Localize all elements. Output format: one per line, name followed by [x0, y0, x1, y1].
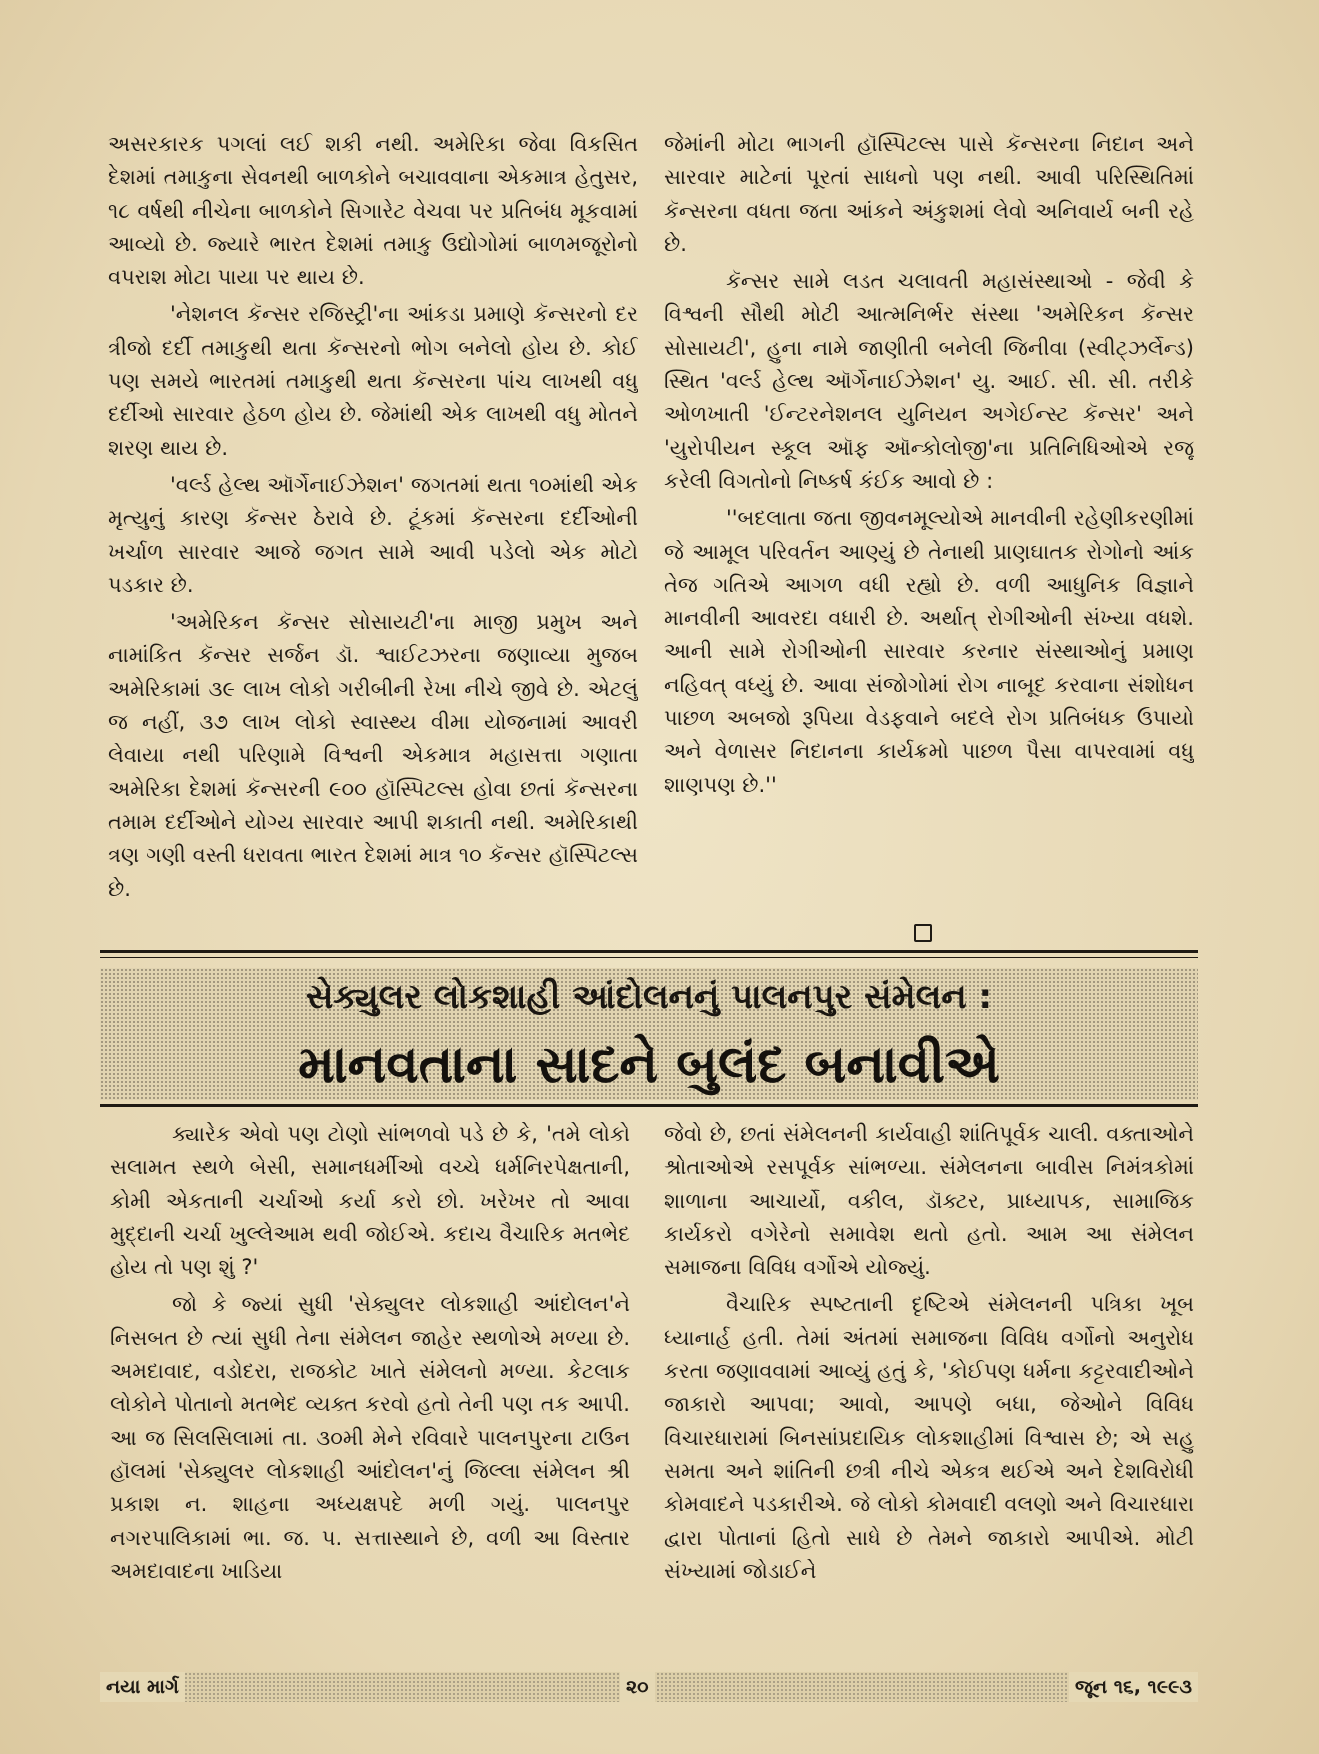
issue-date: જૂન ૧૬, ૧૯૯૩ — [1069, 1672, 1198, 1702]
page-number: ૨૦ — [620, 1672, 655, 1702]
article-kicker: સેક્યુલર લોકશાહી આંદોલનનું પાલનપુર સંમેલન : — [305, 977, 993, 1017]
article-top-right-column — [664, 128, 1194, 908]
divider-rule — [100, 950, 1198, 953]
paragraph: 'વર્લ્ડ હેલ્થ ઑર્ગેનાઈઝેશન' જગતમાં થતા ૧૦માંથી એક મૃત્યુનું કારણ કૅન્સર ઠેરાવે છે. ટૂંકમાં કૅન્સરના દર્દીઓની ખર્ચાળ સારવાર આજે જગત સામે આવી પડેલો એક મોટો પડકાર છે. — [108, 472, 638, 597]
page-footer — [100, 1672, 1198, 1702]
paragraph: વૈચારિક સ્પષ્ટતાની દૃષ્ટિએ સંમેલનની પત્રિકા ખૂબ ધ્યાનાર્હ હતી. તેમાં અંતમાં સમાજના વિવિધ વર્ગોનો અનુરોધ કરતા જણાવવામાં આવ્યું હતું કે, 'કોઈપણ ધર્મના કટ્ટરવાદીઓને જાકારો આપવા; આવો, આપણે બધા, જેઓને વિવિધ વિચારધારામાં બિનસાંપ્રદાયિક લોકશાહીમાં વિશ્વાસ છે; એ સહુ સમતા અને શાંતિની છત્રી નીચે એકત્ર થઈએ અને દેશવિરોધી કોમવાદને પડકારીએ. જે લોકો કોમવાદી વલણો અને વિચારધારા દ્વારા પોતાનાં હિતો સાધે છે તેમને જાકારો આપીએ. મોટી સંખ્યામાં જોડાઈને — [664, 1292, 1194, 1583]
paragraph: જો કે જ્યાં સુધી 'સેક્યુલર લોકશાહી આંદોલન'ને નિસબત છે ત્યાં સુધી તેના સંમેલન જાહેર સ્થળોએ મળ્યા છે. અમદાવાદ, વડોદરા, રાજકોટ ખાતે સંમેલનો મળ્યા. કેટલાક લોકોને પોતાનો મતભેદ વ્યક્ત કરવો હતો તેની પણ તક આપી. આ જ સિલસિલામાં તા. ૩૦મી મેને રવિવારે પાલનપુરના ટાઉન હૉલમાં 'સેક્યુલર લોકશાહી આંદોલન'નું જિલ્લા સંમેલન શ્રી પ્રકાશ ન. શાહના અધ્યક્ષપદે મળી ગયું. પાલનપુર નગરપાલિકામાં ભા. જ. પ. સત્તાસ્થાને છે, વળી આ વિસ્તાર અમદાવાદના ખાડિયા — [110, 1292, 630, 1583]
end-of-article-mark — [914, 924, 932, 942]
article-headline: માનવતાના સાદને બુલંદ બનાવીએ — [298, 1035, 1000, 1095]
article-top-left-column — [108, 128, 638, 938]
paragraph: 'નેશનલ કૅન્સર રજિસ્ટ્રી'ના આંકડા પ્રમાણે કૅન્સરનો દર ત્રીજો દર્દી તમાકુથી થતા કૅન્સરનો ભોગ બનેલો હોય છે. કોઈ પણ સમયે ભારતમાં તમાકુથી થતા કૅન્સરના પાંચ લાખથી વધુ દર્દીઓ સારવાર હેઠળ હોય છે. જેમાંથી એક લાખથી વધુ મોતને શરણ થાય છે. — [108, 302, 638, 460]
paragraph: અસરકારક પગલાં લઈ શકી નથી. અમેરિકા જેવા વિકસિત દેશમાં તમાકુના સેવનથી બાળકોને બચાવવાના એકમાત્ર હેતુસર, ૧૮ વર્ષથી નીચેના બાળકોને સિગારેટ વેચવા પર પ્રતિબંધ મૂકવામાં આવ્યો છે. જ્યારે ભારત દેશમાં તમાકુ ઉદ્યોગોમાં બાળમજૂરોનો વપરાશ મોટા પાયા પર થાય છે. — [108, 132, 638, 290]
quote-paragraph: ''બદલાતા જતા જીવનમૂલ્યોએ માનવીની રહેણીકરણીમાં જે આમૂલ પરિવર્તન આણ્યું છે તેનાથી પ્રાણઘાતક રોગોનો આંક તેજ ગતિએ આગળ વધી રહ્યો છે. વળી આધુનિક વિજ્ઞાને માનવીની આવરદા વધારી છે. અર્થાત્ રોગીઓની સંખ્યા વધશે. આની સામે રોગીઓની સારવાર કરનાર સંસ્થાઓનું પ્રમાણ નહિવત્ વધ્યું છે. આવા સંજોગોમાં રોગ નાબૂદ કરવાના સંશોધન પાછળ અબજો રૂપિયા વેડફવાને બદલે રોગ પ્રતિબંધક ઉપાયો અને વેળાસર નિદાનના કાર્યક્રમો પાછળ પૈસા વાપરવામાં વધુ શાણપણ છે.'' — [664, 506, 1194, 797]
divider-rule-thin — [100, 957, 1198, 958]
article-bottom-right-column — [664, 1118, 1194, 1638]
paragraph: જેમાંની મોટા ભાગની હૉસ્પિટલ્સ પાસે કૅન્સરના નિદાન અને સારવાર માટેનાં પૂરતાં સાધનો પણ નથી. આવી પરિસ્થિતિમાં કૅન્સરના વધતા જતા આંકને અંકુશમાં લેવો અનિવાર્ય બની રહે છે. — [664, 132, 1194, 256]
paragraph: કૅન્સર સામે લડત ચલાવતી મહાસંસ્થાઓ - જેવી કે વિશ્વની સૌથી મોટી આત્મનિર્ભર સંસ્થા 'અમેરિકન કૅન્સર સોસાયટી', હુના નામે જાણીતી બનેલી જિનીવા (સ્વીટ્ઝર્લેન્ડ) સ્થિત 'વર્લ્ડ હેલ્થ ઑર્ગેનાઈઝેશન' યુ. આઈ. સી. સી. તરીકે ઓળખાતી 'ઈન્ટરનેશનલ યુનિયન અગેઈન્સ્ટ કૅન્સર' અને 'યુરોપીયન સ્કૂલ ઑફ ઑન્કોલોજી'ના પ્રતિનિધિઓએ રજૂ કરેલી વિગતોનો નિષ્કર્ષ કંઈક આવો છે : — [664, 269, 1194, 493]
publication-name: નયા માર્ગ — [100, 1672, 185, 1702]
headline-bottom-rule — [100, 1104, 1198, 1107]
paragraph: ક્યારેક એવો પણ ટોણો સાંભળવો પડે છે કે, 'તમે લોકો સલામત સ્થળે બેસી, સમાનધર્મીઓ વચ્ચે ધર્મનિરપેક્ષતાની, કોમી એકતાની ચર્ચાઓ કર્યા કરો છો. ખરેખર તો આવા મુદ્દાની ચર્ચા ખુલ્લેઆમ થવી જોઈએ. કદાચ વૈચારિક મતભેદ હોય તો પણ શું ?' — [110, 1122, 630, 1280]
article-bottom-left-column — [110, 1118, 630, 1638]
paragraph: જેવો છે, છતાં સંમેલનની કાર્યવાહી શાંતિપૂર્વક ચાલી. વક્તાઓને શ્રોતાઓએ રસપૂર્વક સાંભળ્યા. સંમેલનના બાવીસ નિમંત્રકોમાં શાળાના આચાર્યો, વકીલ, ડૉક્ટર, પ્રાધ્યાપક, સામાજિક કાર્યકરો વગેરેનો સમાવેશ થતો હતો. આમ આ સંમેલન સમાજના વિવિધ વર્ગોએ યોજ્યું. — [664, 1122, 1194, 1280]
paragraph: 'અમેરિકન કૅન્સર સોસાયટી'ના માજી પ્રમુખ અને નામાંકિત કૅન્સર સર્જન ડૉ. શ્વાઈટઝરના જણાવ્યા મુજબ અમેરિકામાં ૩૯ લાખ લોકો ગરીબીની રેખા નીચે જીવે છે. એટલું જ નહીં, ૩૭ લાખ લોકો સ્વાસ્થ્ય વીમા યોજનામાં આવરી લેવાયા નથી પરિણામે વિશ્વની એકમાત્ર મહાસત્તા ગણાતા અમેરિકા દેશમાં કૅન્સરની ૯૦૦ હૉસ્પિટલ્સ હોવા છતાં કૅન્સરના તમામ દર્દીઓને યોગ્ય સારવાર આપી શકાતી નથી. અમેરિકાથી ત્રણ ગણી વસ્તી ધરાવતા ભારત દેશમાં માત્ર ૧૦ કૅન્સર હૉસ્પિટલ્સ છે. — [108, 610, 638, 901]
